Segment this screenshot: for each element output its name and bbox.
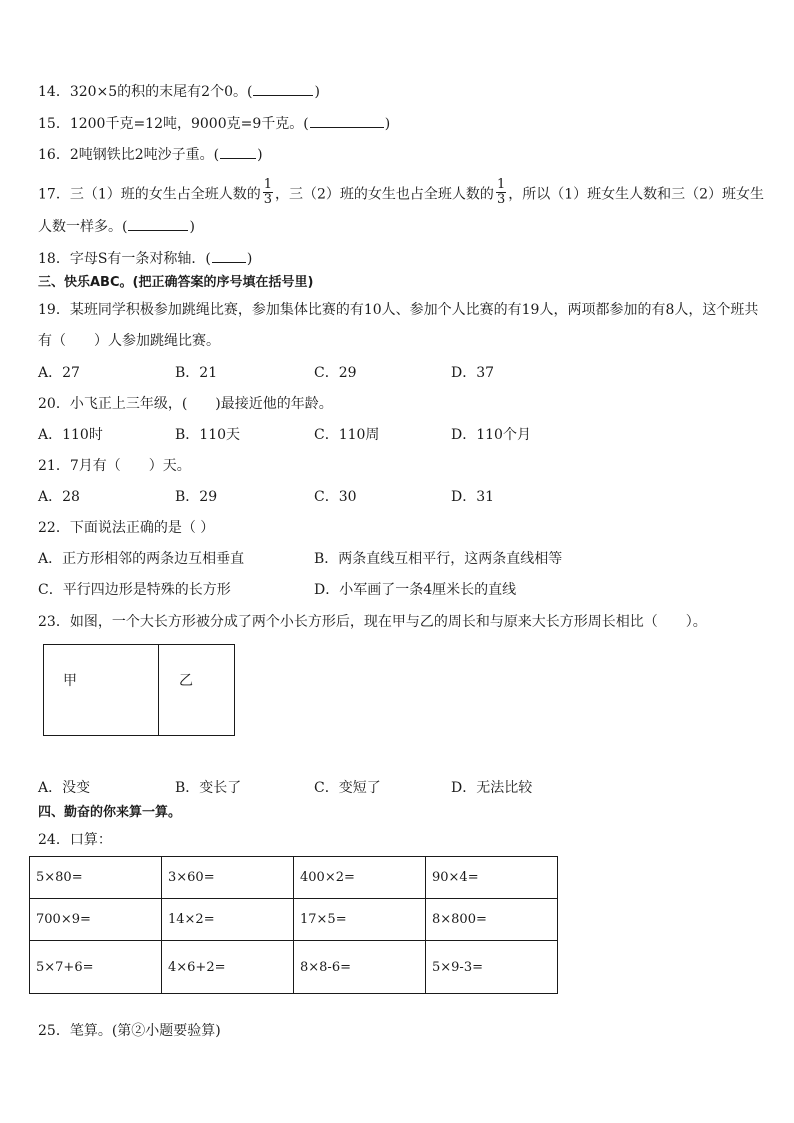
question-21: 21．7月有（ ）天。	[38, 458, 191, 474]
section-heading-3: 三、快乐ABC。(把正确答案的序号填在括号里)	[38, 275, 314, 290]
question-17-part1: 17．三（1）班的女生占全班人数的	[38, 186, 261, 203]
question-18-text: 18．字母S有一条对称轴．(	[38, 251, 211, 267]
table-row	[30, 899, 558, 941]
q23-option-c[interactable]: C．变短了	[314, 780, 381, 796]
fraction-one-third	[263, 178, 273, 207]
table-cell[interactable]: 14×2=	[162, 899, 294, 941]
q19-option-a[interactable]: A．27	[38, 365, 80, 381]
fraction-numerator: 1	[263, 177, 273, 192]
paren-close: )	[257, 147, 263, 163]
question-17-line2-text: 人数一样多。(	[38, 219, 128, 235]
question-18	[38, 248, 252, 269]
table-cell[interactable]: 5×80=	[30, 857, 162, 899]
rectangle-divider	[158, 645, 159, 735]
mental-math-table	[29, 856, 558, 994]
q21-option-a[interactable]: A．28	[38, 489, 80, 505]
table-cell[interactable]: 8×800=	[426, 899, 558, 941]
rectangle-figure	[43, 644, 235, 736]
paren-close: )	[384, 116, 391, 132]
table-cell[interactable]: 90×4=	[426, 857, 558, 899]
question-15	[38, 113, 390, 134]
table-row	[30, 941, 558, 994]
q20-option-c[interactable]: C．110周	[314, 427, 380, 443]
q22-option-a[interactable]: A．正方形相邻的两条边互相垂直	[38, 551, 245, 567]
question-17-part2: ，三（2）班的女生也占全班人数的	[275, 186, 494, 203]
q23-option-b[interactable]: B．变长了	[175, 780, 242, 796]
table-cell[interactable]: 3×60=	[162, 857, 294, 899]
q22-option-d[interactable]: D．小军画了一条4厘米长的直线	[314, 582, 517, 598]
answer-blank-16[interactable]	[220, 144, 256, 159]
table-cell[interactable]: 4×6+2=	[162, 941, 294, 994]
q21-option-c[interactable]: C．30	[314, 489, 357, 505]
table-row	[30, 857, 558, 899]
q19-option-d[interactable]: D．37	[451, 365, 495, 381]
question-22: 22．下面说法正确的是（ ）	[38, 520, 215, 536]
table-cell[interactable]: 700×9=	[30, 899, 162, 941]
table-cell[interactable]: 17×5=	[294, 899, 426, 941]
q19-option-c[interactable]: C．29	[314, 365, 357, 381]
answer-blank-15[interactable]	[310, 113, 384, 128]
fraction-denominator: 3	[263, 192, 273, 207]
q22-option-c[interactable]: C．平行四边形是特殊的长方形	[38, 582, 231, 598]
question-17-part3: ，所以（1）班女生人数和三（2）班女生	[508, 186, 765, 203]
question-14	[38, 81, 320, 102]
paren-close: )	[189, 219, 195, 235]
question-24: 24．口算：	[38, 832, 112, 848]
fraction-one-third	[496, 178, 506, 207]
answer-blank-14[interactable]	[253, 81, 313, 96]
answer-blank-17[interactable]	[128, 216, 188, 231]
q23-option-d[interactable]: D．无法比较	[451, 780, 533, 796]
question-20: 20．小飞正上三年级，( )最接近他的年龄。	[38, 396, 333, 412]
paren-close: )	[314, 84, 320, 100]
question-19-line2: 有（ ）人参加跳绳比赛。	[38, 333, 220, 349]
question-14-text: 14．320×5的积的末尾有2个0。(	[38, 84, 253, 100]
paren-close: )	[246, 251, 253, 267]
question-17-line2	[38, 216, 195, 237]
fraction-denominator: 3	[496, 192, 506, 207]
question-19-line1: 19．某班同学积极参加跳绳比赛，参加集体比赛的有10人、参加个人比赛的有19人，两项都参加的有8人，这个班共	[38, 302, 759, 318]
q20-option-d[interactable]: D．110个月	[451, 427, 531, 443]
table-cell[interactable]: 400×2=	[294, 857, 426, 899]
question-16-text: 16．2吨钢铁比2吨沙子重。(	[38, 147, 220, 163]
q20-option-a[interactable]: A．110时	[38, 427, 103, 443]
label-jia: 甲	[63, 673, 77, 689]
question-16	[38, 144, 263, 165]
q23-option-a[interactable]: A．没变	[38, 780, 91, 796]
question-15-text: 15．1200千克=12吨，9000克=9千克。(	[38, 116, 309, 132]
q19-option-b[interactable]: B．21	[175, 365, 218, 381]
q20-option-b[interactable]: B．110天	[175, 427, 241, 443]
question-17	[38, 177, 765, 209]
table-cell[interactable]: 5×9-3=	[426, 941, 558, 994]
question-23: 23．如图，一个大长方形被分成了两个小长方形后，现在甲与乙的周长和与原来大长方形周长相比（ ）。	[38, 614, 707, 630]
q22-option-b[interactable]: B．两条直线互相平行，这两条直线相等	[314, 551, 563, 567]
section-heading-4: 四、勤奋的你来算一算。	[38, 805, 182, 820]
q21-option-d[interactable]: D．31	[451, 489, 495, 505]
table-cell[interactable]: 5×7+6=	[30, 941, 162, 994]
question-25: 25．笔算。(第②小题要验算)	[38, 1023, 221, 1039]
answer-blank-18[interactable]	[212, 248, 246, 263]
table-cell[interactable]: 8×8-6=	[294, 941, 426, 994]
label-yi: 乙	[179, 673, 193, 689]
fraction-numerator: 1	[496, 177, 506, 192]
q21-option-b[interactable]: B．29	[175, 489, 218, 505]
